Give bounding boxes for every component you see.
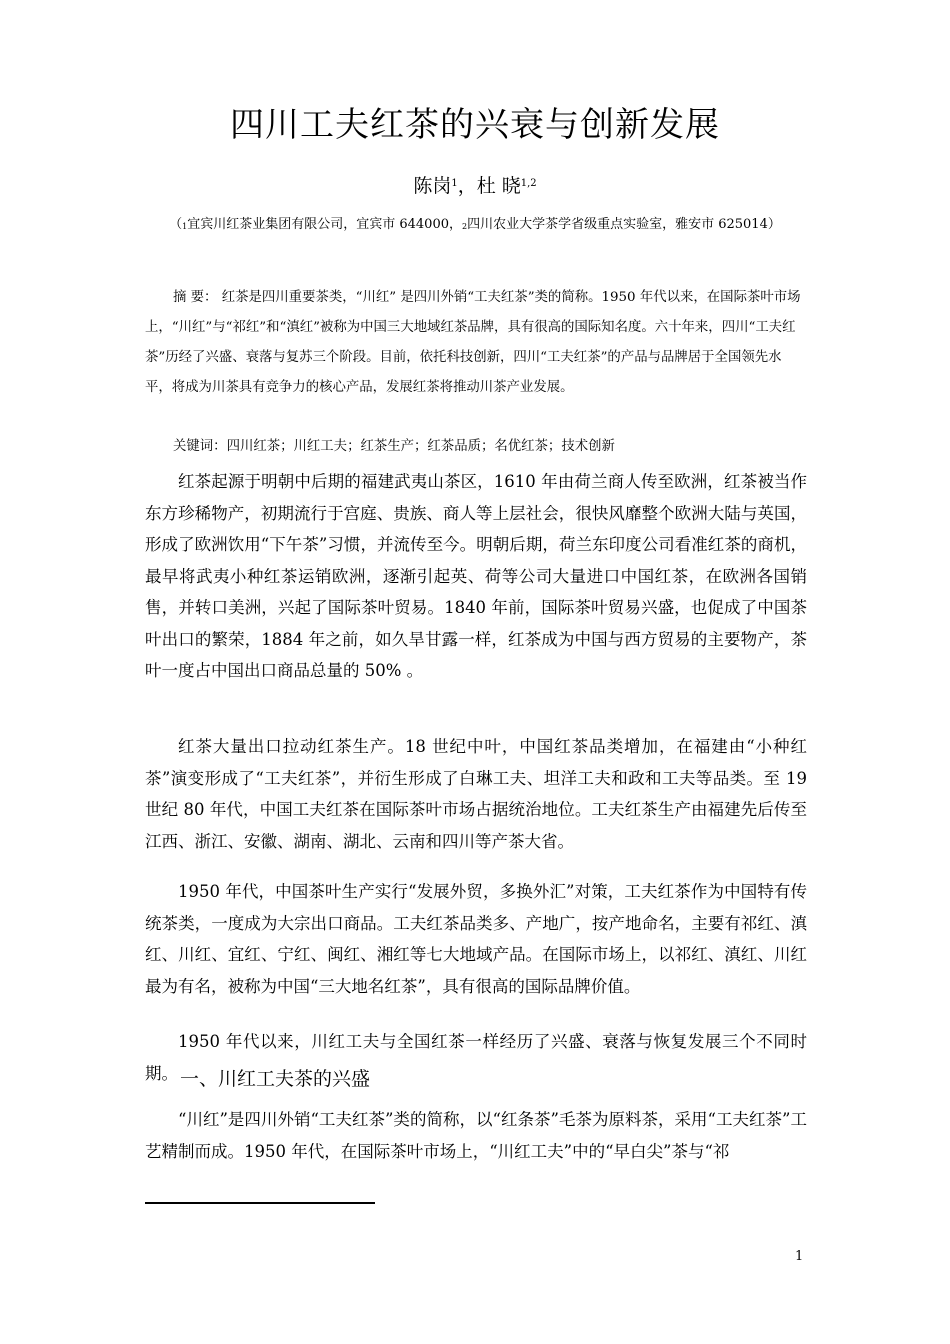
affiliation-marker: 1 bbox=[182, 222, 188, 231]
paper-title: 四川工夫红茶的兴衰与创新发展 bbox=[230, 105, 720, 145]
abstract-label: 摘 要： bbox=[173, 290, 218, 305]
author-separator: ， bbox=[457, 175, 477, 197]
keywords-text: 四川红茶；川红工夫；红茶生产；红茶品质；名优红茶；技术创新 bbox=[226, 439, 615, 454]
footnote-divider bbox=[145, 1202, 375, 1204]
body-paragraph: 红茶起源于明朝中后期的福建武夷山茶区，1610 年由荷兰商人传至欧洲，红茶被当作东方珍稀物产，初期流行于宫庭、贵族、商人等上层社会，很快风靡整个欧洲大陆与英国，形成了欧洲饮用“下午茶”习惯，并流传至今。明朝后期，荷兰东印度公司看准红茶的商机，最早将武夷小种红茶运销欧洲，逐渐引起英、荷等公司大量进口中国红茶，在欧洲各国销售，并转口美洲，兴起了国际茶叶贸易。1840 年前，国际茶叶贸易兴盛，也促成了中国茶叶出口的繁荣，1884 年之前，如久旱甘露一样，红茶成为中国与西方贸易的主要物产，茶叶一度占中国出口商品总量的 50% 。 bbox=[145, 472, 807, 680]
affiliation-marker: 1 bbox=[451, 178, 458, 189]
affiliation-marker: 2 bbox=[462, 222, 468, 231]
author-name: 杜 晓 bbox=[476, 175, 521, 197]
body-paragraph: 1950 年代，中国茶叶生产实行“发展外贸，多换外汇”对策，工夫红茶作为中国特有传统茶类，一度成为大宗出口商品。工夫红茶品类多、产地广，按产地命名，主要有祁红、滇红、川红、宜红、宁红、闽红、湘红等七大地域产品。在国际市场上，以祁红、滇红、川红最为有名，被称为中国“三大地名红茶”，具有很高的国际品牌价值。 bbox=[145, 882, 807, 996]
page-number: 1 bbox=[795, 1249, 804, 1264]
affiliation-org: 宜宾川红茶业集团有限公司，宜宾市 644000， bbox=[187, 217, 462, 232]
body-paragraph: 1950 年代以来，川红工夫与全国红茶一样经历了兴盛、衰落与恢复发展三个不同时期。 bbox=[145, 1032, 807, 1083]
affiliation-marker: 1,2 bbox=[520, 178, 537, 189]
abstract-text: 红茶是四川重要茶类，“川红” 是四川外销“工夫红茶”类的简称。1950 年代以来，在国际茶叶市场上，“川红”与“祁红”和“滇红”被称为中国三大地域红茶品牌，具有很高的国际知名度。六十年来，四川“工夫红茶”历经了兴盛、衰落与复苏三个阶段。目前，依托科技创新，四川“工夫红茶”的产品与品牌居于全国领先水平，将成为川茶具有竞争力的核心产品，发展红茶将推动川茶产业发展。 bbox=[145, 290, 801, 395]
keywords bbox=[145, 432, 807, 462]
section-heading: 一、川红工夫茶的兴盛 bbox=[180, 1068, 371, 1090]
affiliation-open: （ bbox=[169, 217, 183, 232]
author-name: 陈岗 bbox=[413, 175, 452, 197]
author-line bbox=[0, 170, 950, 200]
body-paragraph: 红茶大量出口拉动红茶生产。18 世纪中叶，中国红茶品类增加，在福建由“小种红茶”演变形成了“工夫红茶”，并衍生形成了白琳工夫、坦洋工夫和政和工夫等品类。至 19 世纪 80 年代，中国工夫红茶在国际茶叶市场占据统治地位。工夫红茶生产由福建先后传至江西、浙江、安徽、湖南、湖北、云南和四川等产茶大省。 bbox=[145, 737, 807, 851]
body-paragraph: “川红”是四川外销“工夫红茶”类的简称，以“红条茶”毛茶为原料茶，采用“工夫红茶”工艺精制而成。1950 年代，在国际茶叶市场上，“川红工夫”中的“早白尖”茶与“祁 bbox=[145, 1110, 807, 1161]
abstract bbox=[145, 283, 807, 403]
affiliation-line bbox=[0, 214, 950, 238]
keywords-label: 关键词： bbox=[173, 439, 227, 454]
affiliation-org: 四川农业大学茶学省级重点实验室，雅安市 625014） bbox=[467, 217, 781, 232]
